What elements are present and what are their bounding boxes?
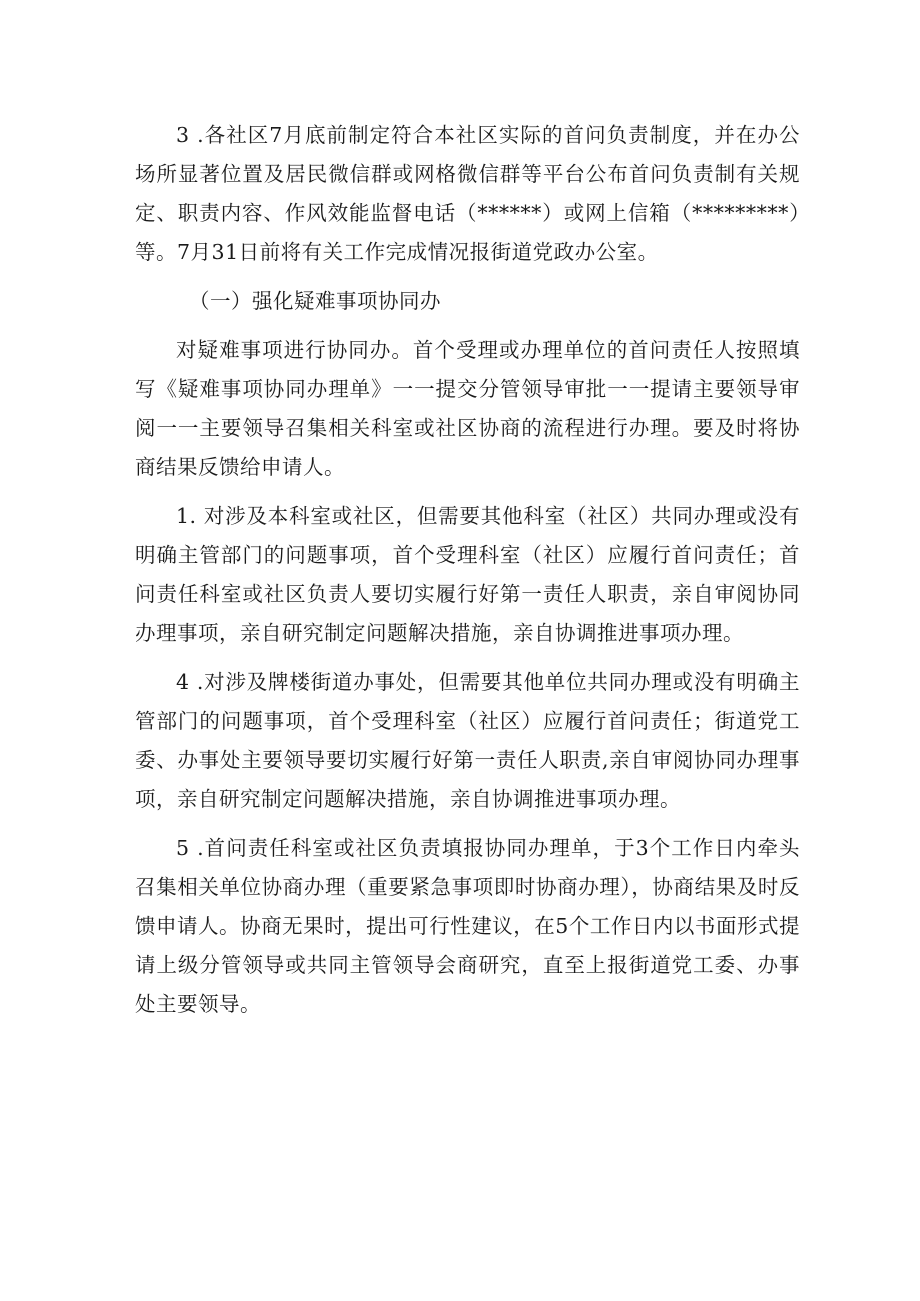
paragraph-item-5: 5 .首问责任科室或社区负责填报协同办理单，于3个工作日内牵头召集相关单位协商办理（重要紧急事项即时协商办理），协商结果及时反馈申请人。协商无果时，提出可行性建议，在5个工作日内以书面形式提请上级分管领导或共同主管领导会商研究，直至上报街道党工委、办事处主要领导。 — [135, 836, 800, 1016]
document-body — [135, 116, 800, 1034]
section-heading: （一）强化疑难事项协同办 — [189, 289, 441, 313]
paragraph-section-intro: 对疑难事项进行协同办。首个受理或办理单位的首问责任人按照填写《疑难事项协同办理单》一一提交分管领导审批一一提请主要领导审阅一一主要领导召集相关科室或社区协商的流程进行办理。要及时将协商结果反馈给申请人。 — [135, 338, 800, 479]
paragraph-item-1: 1. 对涉及本科室或社区，但需要其他科室（社区）共同办理或没有明确主管部门的问题事项，首个受理科室（社区）应履行首问责任；首问责任科室或社区负责人要切实履行好第一责任人职责，亲自审阅协同办理事项，亲自研究制定问题解决措施，亲自协调推进事项办理。 — [135, 504, 800, 645]
paragraph-item-4: 4 .对涉及牌楼街道办事处，但需要其他单位共同办理或没有明确主管部门的问题事项，首个受理科室（社区）应履行首问责任；街道党工委、办事处主要领导要切实履行好第一责任人职责,亲自审阅协同办理事项，亲自研究制定问题解决措施，亲自协调推进事项办理。 — [135, 670, 800, 811]
paragraph-item-3: 3 .各社区7月底前制定符合本社区实际的首问负责制度，并在办公场所显著位置及居民微信群或网格微信群等平台公布首问负责制有关规定、职责内容、作风效能监督电话（******）或网上信箱（*********）等。7月31日前将有关工作完成情况报街道党政办公室。 — [135, 123, 800, 264]
